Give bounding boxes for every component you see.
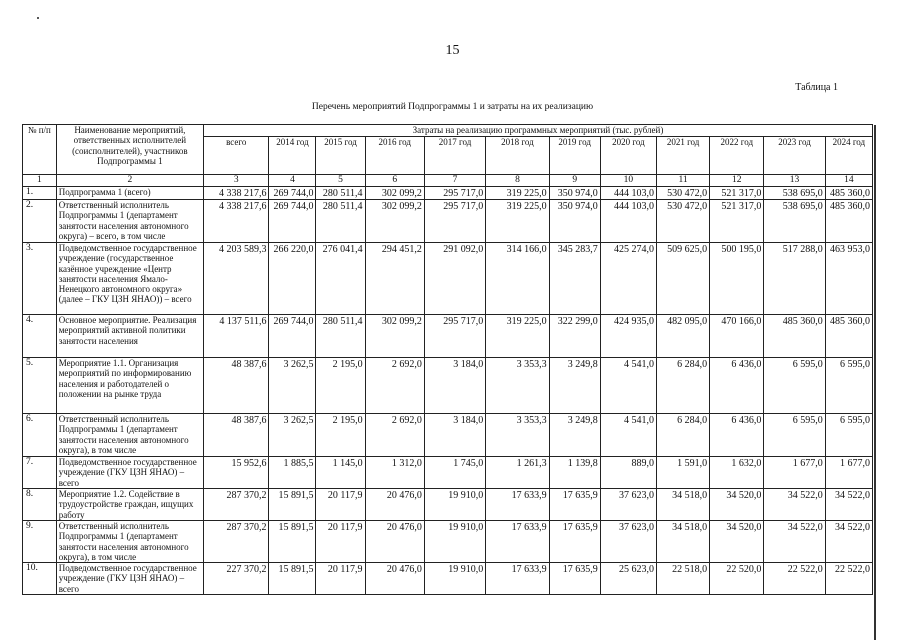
measures-cost-table — [22, 124, 873, 595]
cost-cell: 269 744,0 — [269, 200, 316, 243]
cost-cell: 4 541,0 — [600, 358, 656, 414]
cost-cell: 17 633,9 — [486, 521, 549, 563]
cost-cell: 34 522,0 — [825, 521, 872, 563]
table-title: Перечень мероприятий Подпрограммы 1 и затраты на их реализацию — [311, 102, 594, 112]
cost-cell: 20 117,9 — [316, 563, 365, 595]
row-index: 3. — [23, 243, 57, 315]
column-number: 14 — [825, 175, 872, 187]
cost-cell: 314 166,0 — [486, 243, 549, 315]
cost-cell: 4 338 217,6 — [204, 200, 269, 243]
column-number: 9 — [549, 175, 600, 187]
cost-cell: 17 633,9 — [486, 489, 549, 521]
table-label: Таблица 1 — [795, 82, 838, 93]
cost-cell: 22 522,0 — [764, 563, 825, 595]
cost-cell: 19 910,0 — [424, 521, 485, 563]
header-year-7: 2020 год — [600, 137, 656, 175]
header-row-group — [23, 125, 873, 137]
cost-cell: 302 099,2 — [365, 186, 424, 200]
cost-cell: 2 692,0 — [365, 358, 424, 414]
cost-cell: 444 103,0 — [600, 186, 656, 200]
cost-cell: 1 885,5 — [269, 457, 316, 489]
column-number: 12 — [710, 175, 764, 187]
column-number: 6 — [365, 175, 424, 187]
table-row — [23, 414, 873, 457]
cost-cell: 6 595,0 — [764, 414, 825, 457]
cost-cell: 20 476,0 — [365, 521, 424, 563]
cost-cell: 287 370,2 — [204, 489, 269, 521]
cost-cell: 294 451,2 — [365, 243, 424, 315]
column-number: 8 — [486, 175, 549, 187]
column-number: 11 — [657, 175, 710, 187]
cost-cell: 530 472,0 — [657, 200, 710, 243]
cost-cell: 17 635,9 — [549, 563, 600, 595]
header-year-1: 2014 год — [269, 137, 316, 175]
header-costs-group: Затраты на реализацию программных мероприятий (тыс. рублей) — [204, 125, 873, 137]
cost-cell: 538 695,0 — [764, 200, 825, 243]
cost-cell: 2 692,0 — [365, 414, 424, 457]
cost-cell: 48 387,6 — [204, 414, 269, 457]
cost-cell: 15 952,6 — [204, 457, 269, 489]
header-year-4: 2017 год — [424, 137, 485, 175]
cost-cell: 6 284,0 — [657, 358, 710, 414]
cost-cell: 6 595,0 — [825, 414, 872, 457]
cost-cell: 20 117,9 — [316, 489, 365, 521]
cost-cell: 482 095,0 — [657, 315, 710, 358]
table-row — [23, 200, 873, 243]
row-index: 10. — [23, 563, 57, 595]
cost-cell: 48 387,6 — [204, 358, 269, 414]
cost-cell: 287 370,2 — [204, 521, 269, 563]
column-number: 10 — [600, 175, 656, 187]
cost-cell: 280 511,4 — [316, 200, 365, 243]
cost-cell: 424 935,0 — [600, 315, 656, 358]
cost-cell: 34 520,0 — [710, 489, 764, 521]
cost-cell: 17 633,9 — [486, 563, 549, 595]
row-index: 8. — [23, 489, 57, 521]
row-name: Ответственный исполнитель Подпрограммы 1 (департамент занятости населения автономного округа), в том числе — [56, 521, 203, 563]
table-row — [23, 563, 873, 595]
cost-cell: 485 360,0 — [825, 315, 872, 358]
cost-cell: 22 520,0 — [710, 563, 764, 595]
column-number: 2 — [56, 175, 203, 187]
cost-cell: 470 166,0 — [710, 315, 764, 358]
cost-cell: 521 317,0 — [710, 200, 764, 243]
cost-cell: 280 511,4 — [316, 315, 365, 358]
header-index: № п/п — [23, 125, 57, 175]
cost-cell: 34 520,0 — [710, 521, 764, 563]
cost-cell: 1 261,3 — [486, 457, 549, 489]
table-row — [23, 521, 873, 563]
scan-speck — [37, 17, 39, 19]
cost-cell: 20 476,0 — [365, 489, 424, 521]
cost-cell: 1 312,0 — [365, 457, 424, 489]
cost-cell: 322 299,0 — [549, 315, 600, 358]
cost-cell: 1 591,0 — [657, 457, 710, 489]
cost-cell: 521 317,0 — [710, 186, 764, 200]
cost-cell: 302 099,2 — [365, 200, 424, 243]
column-number: 3 — [204, 175, 269, 187]
cost-cell: 350 974,0 — [549, 186, 600, 200]
cost-cell: 345 283,7 — [549, 243, 600, 315]
header-year-11: 2024 год — [825, 137, 872, 175]
row-index: 5. — [23, 358, 57, 414]
header-year-8: 2021 год — [657, 137, 710, 175]
cost-cell: 1 145,0 — [316, 457, 365, 489]
cost-cell: 280 511,4 — [316, 186, 365, 200]
cost-cell: 34 522,0 — [825, 489, 872, 521]
row-name: Ответственный исполнитель Подпрограммы 1 (департамент занятости населения автономного округа) – всего, в том числе — [56, 200, 203, 243]
cost-cell: 889,0 — [600, 457, 656, 489]
cost-cell: 530 472,0 — [657, 186, 710, 200]
header-name: Наименование мероприятий, ответственных исполнителей (соисполнителей), участников Подпрограммы 1 — [56, 125, 203, 175]
cost-cell: 2 195,0 — [316, 358, 365, 414]
cost-cell: 227 370,2 — [204, 563, 269, 595]
cost-cell: 3 249,8 — [549, 358, 600, 414]
cost-cell: 4 203 589,3 — [204, 243, 269, 315]
cost-cell: 1 745,0 — [424, 457, 485, 489]
cost-cell: 3 262,5 — [269, 414, 316, 457]
row-index: 7. — [23, 457, 57, 489]
cost-cell: 500 195,0 — [710, 243, 764, 315]
header-year-3: 2016 год — [365, 137, 424, 175]
row-name: Подпрограмма 1 (всего) — [56, 186, 203, 200]
row-name: Подведомственное государственное учреждение (государственное казённое учреждение «Центр занятости населения Ямало-Ненецкого автономного округа» (далее – ГКУ ЦЗН ЯНАО)) – всего — [56, 243, 203, 315]
cost-cell: 485 360,0 — [825, 186, 872, 200]
cost-cell: 19 910,0 — [424, 489, 485, 521]
cost-cell: 15 891,5 — [269, 489, 316, 521]
cost-cell: 25 623,0 — [600, 563, 656, 595]
column-number-row — [23, 175, 873, 187]
row-name: Мероприятие 1.2. Содействие в трудоустройстве граждан, ищущих работу — [56, 489, 203, 521]
column-number: 5 — [316, 175, 365, 187]
cost-cell: 269 744,0 — [269, 315, 316, 358]
cost-cell: 295 717,0 — [424, 315, 485, 358]
cost-cell: 485 360,0 — [825, 200, 872, 243]
cost-cell: 3 184,0 — [424, 358, 485, 414]
cost-cell: 4 137 511,6 — [204, 315, 269, 358]
cost-cell: 3 353,3 — [486, 414, 549, 457]
cost-cell: 295 717,0 — [424, 200, 485, 243]
cost-cell: 6 595,0 — [825, 358, 872, 414]
cost-cell: 19 910,0 — [424, 563, 485, 595]
cost-cell: 3 353,3 — [486, 358, 549, 414]
row-index: 4. — [23, 315, 57, 358]
table-row — [23, 315, 873, 358]
row-index: 9. — [23, 521, 57, 563]
header-year-10: 2023 год — [764, 137, 825, 175]
cost-cell: 34 522,0 — [764, 521, 825, 563]
cost-cell: 485 360,0 — [764, 315, 825, 358]
cost-cell: 37 623,0 — [600, 521, 656, 563]
header-year-9: 2022 год — [710, 137, 764, 175]
cost-cell: 37 623,0 — [600, 489, 656, 521]
table-row — [23, 457, 873, 489]
row-index: 2. — [23, 200, 57, 243]
cost-cell: 463 953,0 — [825, 243, 872, 315]
header-year-0: всего — [204, 137, 269, 175]
row-name: Подведомственное государственное учреждение (ГКУ ЦЗН ЯНАО) – всего — [56, 457, 203, 489]
cost-cell: 509 625,0 — [657, 243, 710, 315]
table-row — [23, 243, 873, 315]
header-year-2: 2015 год — [316, 137, 365, 175]
cost-cell: 319 225,0 — [486, 200, 549, 243]
cost-cell: 20 117,9 — [316, 521, 365, 563]
cost-cell: 6 284,0 — [657, 414, 710, 457]
row-name: Ответственный исполнитель Подпрограммы 1 (департамент занятости населения автономного округа), в том числе — [56, 414, 203, 457]
cost-cell: 17 635,9 — [549, 521, 600, 563]
cost-cell: 34 522,0 — [764, 489, 825, 521]
header-year-5: 2018 год — [486, 137, 549, 175]
scan-edge — [874, 125, 876, 640]
row-name: Мероприятие 1.1. Организация мероприятий по информированию населения и работодателей о положении на рынке труда — [56, 358, 203, 414]
cost-cell: 17 635,9 — [549, 489, 600, 521]
cost-cell: 350 974,0 — [549, 200, 600, 243]
cost-cell: 1 677,0 — [764, 457, 825, 489]
cost-cell: 6 436,0 — [710, 414, 764, 457]
cost-cell: 319 225,0 — [486, 315, 549, 358]
cost-cell: 425 274,0 — [600, 243, 656, 315]
column-number: 1 — [23, 175, 57, 187]
column-number: 4 — [269, 175, 316, 187]
cost-cell: 6 436,0 — [710, 358, 764, 414]
cost-cell: 20 476,0 — [365, 563, 424, 595]
row-name: Подведомственное государственное учреждение (ГКУ ЦЗН ЯНАО) – всего — [56, 563, 203, 595]
cost-cell: 2 195,0 — [316, 414, 365, 457]
table-row — [23, 358, 873, 414]
cost-cell: 302 099,2 — [365, 315, 424, 358]
cost-cell: 34 518,0 — [657, 521, 710, 563]
cost-cell: 269 744,0 — [269, 186, 316, 200]
header-year-6: 2019 год — [549, 137, 600, 175]
row-name: Основное мероприятие. Реализация мероприятий активной политики занятости населения — [56, 315, 203, 358]
cost-cell: 22 518,0 — [657, 563, 710, 595]
column-number: 7 — [424, 175, 485, 187]
cost-cell: 291 092,0 — [424, 243, 485, 315]
page-number: 15 — [445, 43, 460, 58]
cost-cell: 15 891,5 — [269, 563, 316, 595]
cost-cell: 15 891,5 — [269, 521, 316, 563]
cost-cell: 538 695,0 — [764, 186, 825, 200]
column-number: 13 — [764, 175, 825, 187]
table-row — [23, 186, 873, 200]
cost-cell: 6 595,0 — [764, 358, 825, 414]
cost-cell: 4 541,0 — [600, 414, 656, 457]
cost-cell: 4 338 217,6 — [204, 186, 269, 200]
cost-cell: 276 041,4 — [316, 243, 365, 315]
cost-cell: 319 225,0 — [486, 186, 549, 200]
cost-cell: 266 220,0 — [269, 243, 316, 315]
cost-cell: 1 677,0 — [825, 457, 872, 489]
cost-cell: 1 632,0 — [710, 457, 764, 489]
cost-cell: 3 249,8 — [549, 414, 600, 457]
cost-cell: 22 522,0 — [825, 563, 872, 595]
row-index: 1. — [23, 186, 57, 200]
cost-cell: 3 184,0 — [424, 414, 485, 457]
cost-cell: 517 288,0 — [764, 243, 825, 315]
row-index: 6. — [23, 414, 57, 457]
cost-cell: 34 518,0 — [657, 489, 710, 521]
cost-cell: 1 139,8 — [549, 457, 600, 489]
cost-cell: 444 103,0 — [600, 200, 656, 243]
table-row — [23, 489, 873, 521]
cost-cell: 295 717,0 — [424, 186, 485, 200]
cost-cell: 3 262,5 — [269, 358, 316, 414]
